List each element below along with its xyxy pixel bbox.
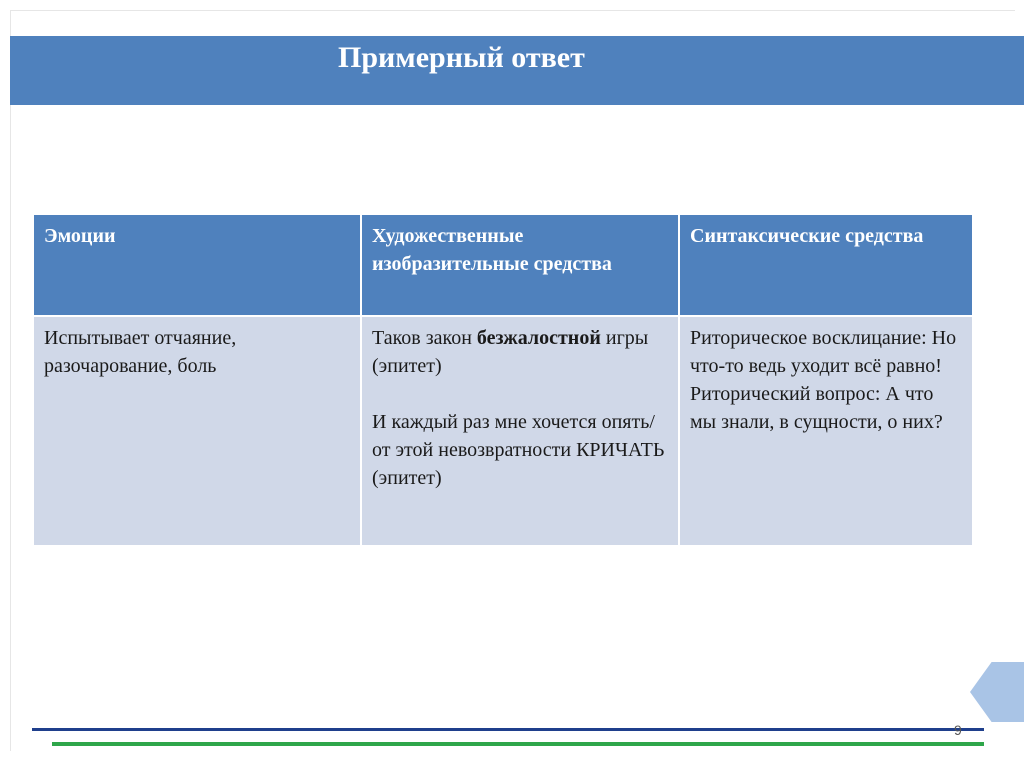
table-row: [33, 316, 973, 546]
syntactic-paragraph-1: Риторическое восклицание: Но что-то ведь уходит всё равно!: [690, 327, 957, 377]
answer-table: [32, 213, 974, 547]
cell-emotions: Испытывает отчаяние, разочарование, боль: [33, 316, 361, 546]
bold-word: безжалостной: [476, 327, 601, 349]
footer-line-blue: [32, 728, 984, 731]
syntactic-paragraph-2: Риторический вопрос: А что мы знали, в сущности, о них?: [690, 383, 943, 433]
header-emotions: Эмоции: [33, 214, 361, 316]
header-syntactic-means: Синтаксические средства: [679, 214, 973, 316]
artistic-paragraph-2: И каждый раз мне хочется опять/от этой невозвратности КРИЧАТЬ (эпитет): [372, 411, 665, 489]
cell-artistic-means: [361, 316, 679, 546]
cell-syntactic-means: [679, 316, 973, 546]
header-artistic-means: Художественные изобразительные средства: [361, 214, 679, 316]
artistic-paragraph-1: [372, 324, 668, 380]
slide-title: Примерный ответ: [338, 41, 585, 74]
text-after: игры (эпитет): [372, 327, 649, 377]
table-header-row: [33, 214, 973, 316]
footer-line-green: [52, 742, 984, 746]
text-before: Таков закон: [372, 327, 477, 349]
paragraph-gap: [372, 380, 668, 408]
page-number: 9: [954, 722, 962, 738]
